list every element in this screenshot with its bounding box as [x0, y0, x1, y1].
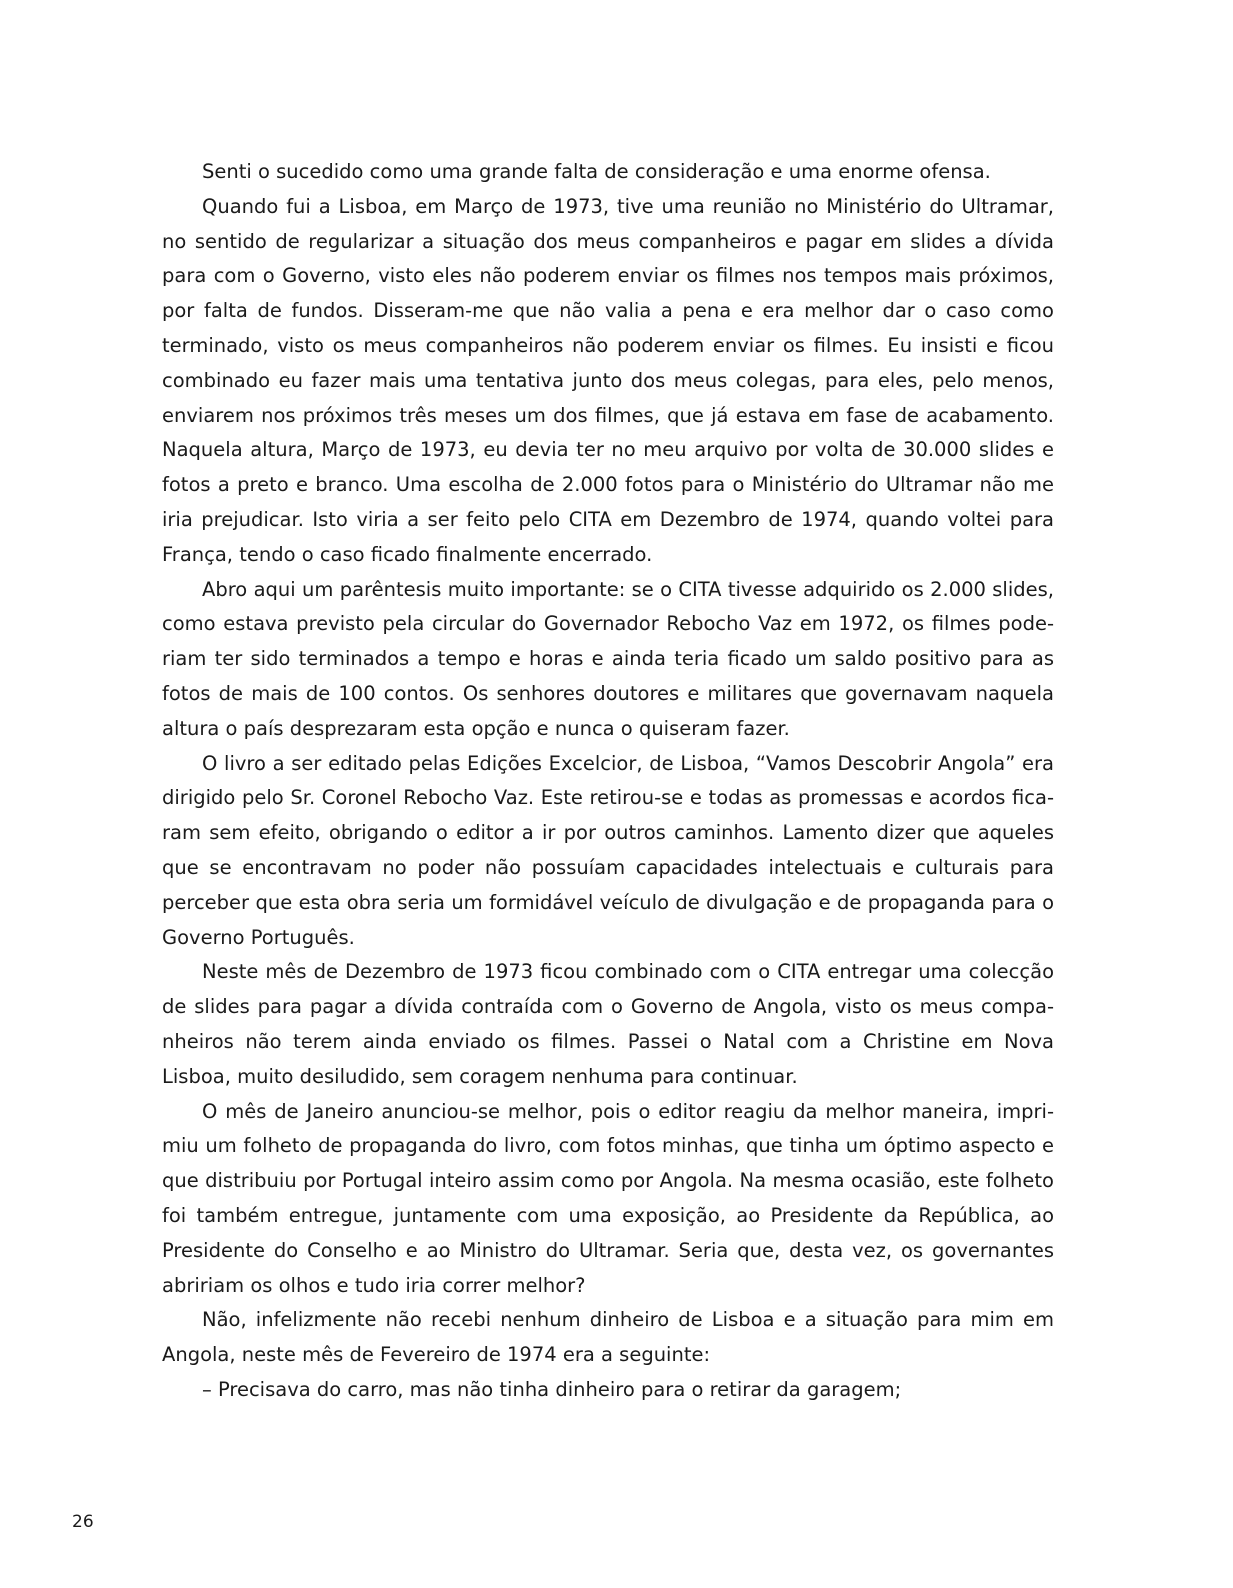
paragraph: Não, infelizmente não recebi nenhum dinheiro de Lisboa e a situação para mim em Angola, neste mês de Fevereiro de 1974 era a seguinte:	[162, 1308, 1054, 1367]
paragraph: Senti o sucedido como uma grande falta de consideração e uma enorme ofensa.	[202, 160, 991, 183]
paragraph: Abro aqui um parêntesis muito importante: se o CITA tivesse adquirido os 2.000 slides, como estava previsto pela circular do Governador Rebocho Vaz em 1972, os filmes poderiam ter sido terminados a tempo e horas e ainda teria ficado um saldo positivo para as fotos de mais de 100 contos. Os senhores doutores e militares que governavam naquela altura o país desprezaram esta opção e nunca o quiseram fazer.	[162, 577, 1054, 740]
paragraph: O livro a ser editado pelas Edições Excelcior, de Lisboa, “Vamos Descobrir Angola” era dirigido pelo Sr. Coronel Rebocho Vaz. Este retirou-se e todas as promessas e acordos ficaram sem efeito, obrigando o editor a ir por outros caminhos. Lamento dizer que aqueles que se encontravam no poder não possuíam capacidades intelectuais e culturais para perceber que esta obra seria um formidável veículo de divulgação e de propaganda para o Governo Português.	[162, 751, 1054, 949]
page-number: 26	[72, 1512, 94, 1532]
paragraph: O mês de Janeiro anunciou-se melhor, pois o editor reagiu da melhor maneira, imprimiu um folheto de propaganda do livro, com fotos minhas, que tinha um óptimo aspecto e que distribuiu por Portugal inteiro assim como por Angola. Na mesma ocasião, este folheto foi também entregue, juntamente com uma exposição, ao Presidente da República, ao Presidente do Conselho e ao Ministro do Ultramar. Seria que, desta vez, os governantes abririam os olhos e tudo iria correr melhor?	[162, 1099, 1054, 1297]
paragraph: Neste mês de Dezembro de 1973 ficou combinado com o CITA entregar uma colecção de slides para pagar a dívida contraída com o Governo de Angola, visto os meus companheiros não terem ainda enviado os filmes. Passei o Natal com a Christine em Nova Lisboa, muito desiludido, sem coragem nenhuma para continuar.	[162, 960, 1054, 1088]
body-text	[162, 155, 1054, 1408]
paragraph: Quando fui a Lisboa, em Março de 1973, tive uma reunião no Ministério do Ultramar, no sentido de regularizar a situação dos meus companheiros e pagar em slides a dívida para com o Governo, visto eles não poderem enviar os filmes nos tempos mais próximos, por falta de fundos. Disseram-me que não valia a pena e era melhor dar o caso como terminado, visto os meus companheiros não poderem enviar os filmes. Eu insisti e ficou combinado eu fazer mais uma tentativa junto dos meus colegas, para eles, pelo menos, enviarem nos próximos três meses um dos filmes, que já estava em fase de acabamento. Naquela altura, Março de 1973, eu devia ter no meu arquivo por volta de 30.000 slides e fotos a preto e branco. Uma escolha de 2.000 fotos para o Ministério do Ultramar não me iria prejudicar. Isto viria a ser feito pelo CITA em Dezembro de 1974, quando voltei para França, tendo o caso ficado finalmente encerrado.	[162, 194, 1054, 566]
paragraph: – Precisava do carro, mas não tinha dinheiro para o retirar da garagem;	[202, 1377, 902, 1401]
